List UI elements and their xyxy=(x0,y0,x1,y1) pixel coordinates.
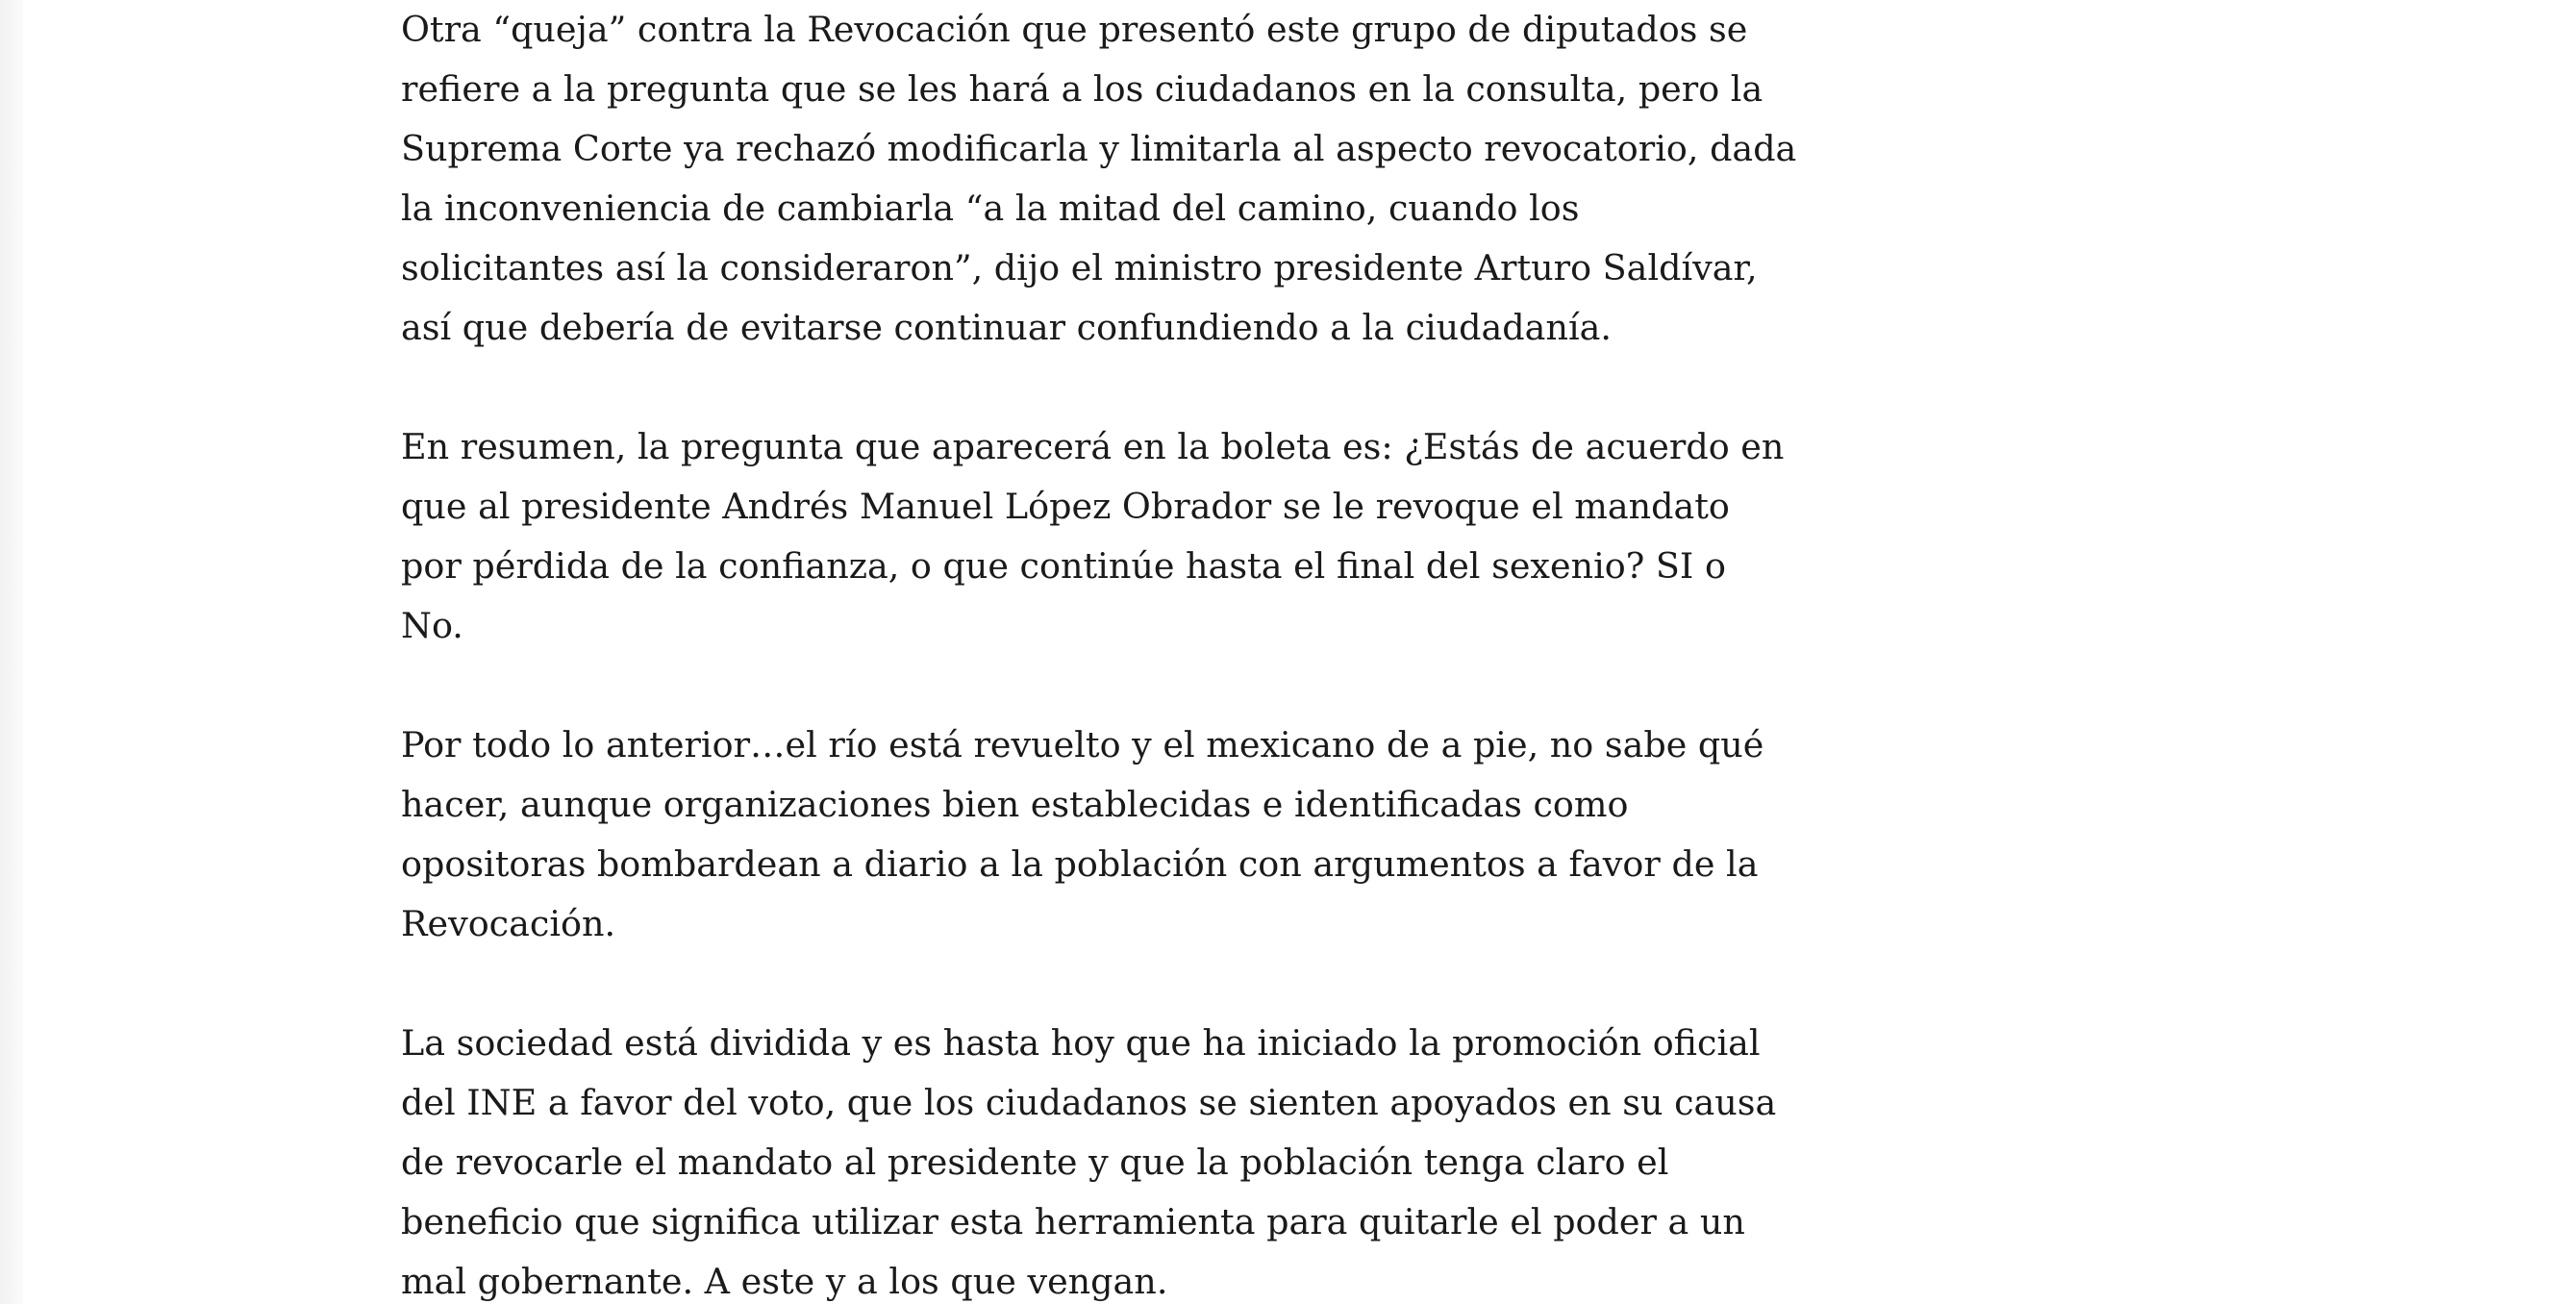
article-paragraph-4 xyxy=(401,1014,1777,1304)
paragraph-line: que al presidente Andrés Manuel López Obrador se le revoque el mandato xyxy=(401,486,1730,527)
paragraph-line: solicitantes así la consideraron”, dijo el ministro presidente Arturo Saldívar, xyxy=(401,247,1758,288)
article-paragraph-3 xyxy=(401,715,1764,954)
paragraph-line: de revocarle el mandato al presidente y que la población tenga claro el xyxy=(401,1141,1669,1183)
paragraph-line: Suprema Corte ya rechazó modificarla y limitarla al aspecto revocatorio, dada xyxy=(401,128,1797,169)
paragraph-line: Revocación. xyxy=(401,903,616,944)
paragraph-line: La sociedad está dividida y es hasta hoy que ha iniciado la promoción oficial xyxy=(401,1022,1761,1064)
paragraph-line: beneficio que significa utilizar esta herramienta para quitarle el poder a un xyxy=(401,1201,1745,1242)
paragraph-line: mal gobernante. A este y a los que vengan. xyxy=(401,1261,1168,1302)
paragraph-line: En resumen, la pregunta que aparecerá en la boleta es: ¿Estás de acuerdo en xyxy=(401,426,1785,467)
article-paragraph-1 xyxy=(401,0,1797,358)
page-left-gutter xyxy=(0,0,23,1304)
paragraph-line: así que debería de evitarse continuar confundiendo a la ciudadanía. xyxy=(401,307,1612,348)
paragraph-line: del INE a favor del voto, que los ciudadanos se sienten apoyados en su causa xyxy=(401,1082,1777,1123)
paragraph-line: refiere a la pregunta que se les hará a los ciudadanos en la consulta, pero la xyxy=(401,68,1763,110)
paragraph-line: opositoras bombardean a diario a la población con argumentos a favor de la xyxy=(401,843,1759,885)
paragraph-line: Otra “queja” contra la Revocación que presentó este grupo de diputados se xyxy=(401,9,1748,50)
paragraph-line: por pérdida de la confianza, o que continúe hasta el final del sexenio? SI o xyxy=(401,545,1726,587)
paragraph-line: hacer, aunque organizaciones bien establecidas e identificadas como xyxy=(401,784,1629,825)
article-paragraph-2 xyxy=(401,417,1785,656)
article-body xyxy=(401,0,1797,1304)
paragraph-line: No. xyxy=(401,605,463,646)
paragraph-line: la inconveniencia de cambiarla “a la mitad del camino, cuando los xyxy=(401,188,1580,229)
paragraph-line: Por todo lo anterior…el río está revuelto y el mexicano de a pie, no sabe qué xyxy=(401,724,1764,765)
